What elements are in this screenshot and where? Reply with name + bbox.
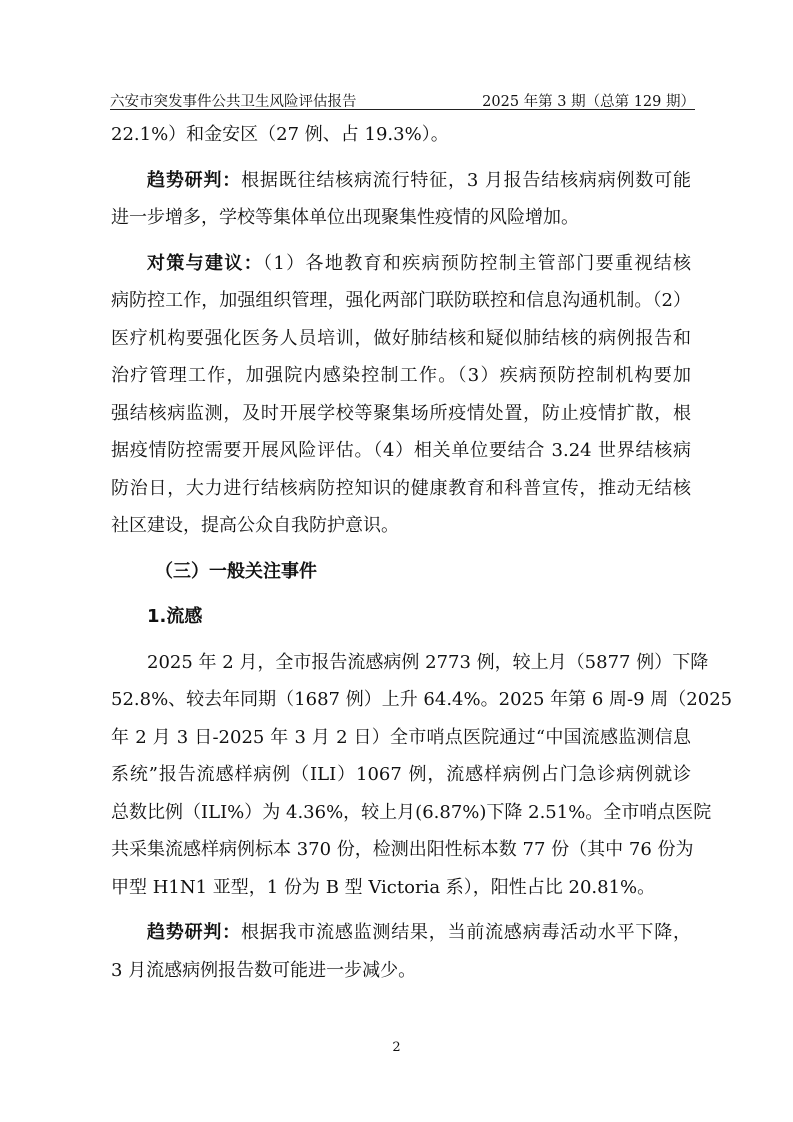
issue-number: 2025 年第 3 期（总第 129 期） (482, 94, 695, 110)
advice-line: 病防控工作，加强组织管理，强化两部门联防联控和信息沟通机制。（2） (111, 290, 691, 311)
report-title: 六安市突发事件公共卫生风险评估报告 (110, 94, 357, 110)
trend-paragraph-flu-line: 3 月流感病例报告数可能进一步减少。 (111, 959, 417, 981)
advice-line: 据疫情防控需要开展风险评估。（4）相关单位要结合 3.24 世界结核病 (111, 440, 691, 461)
advice-label: 对策与建议： (147, 252, 264, 274)
flu-line: 系统”报告流感样病例（ILI）1067 例，流感样病例占门急诊病例就诊 (111, 764, 691, 785)
page-number: 2 (392, 1040, 401, 1055)
subsection-heading: 1.流感 (147, 606, 203, 627)
page-body (111, 116, 733, 989)
trend-label: 趋势研判： (147, 922, 241, 943)
trend-paragraph-tb: 趋势研判：根据既往结核病流行特征，3 月报告结核病病例数可能 (147, 169, 692, 191)
flu-line: 甲型 H1N1 亚型，1 份为 B 型 Victoria 系），阳性占比 20.81%。 (111, 876, 656, 898)
paragraph-continued: 22.1%）和金安区（27 例、占 19.3%）。 (111, 124, 449, 145)
flu-line: 共采集流感样病例标本 370 份，检测出阳性标本数 77 份（其中 76 份为 (111, 839, 694, 860)
flu-line: 52.8%、较去年同期（1687 例）上升 64.4%。2025 年第 6 周-9 周（2025 (111, 689, 733, 710)
advice-line: 强结核病监测，及时开展学校等聚集场所疫情处置，防止疫情扩散，根 (111, 402, 691, 424)
advice-line: 防治日，大力进行结核病防控知识的健康教育和科普宣传，推动无结核 (111, 477, 691, 499)
flu-line: 总数比例（ILI%）为 4.36%，较上月(6.87%)下降 2.51%。全市哨点医院 (111, 801, 712, 823)
advice-line: 医疗机构要强化医务人员培训，做好肺结核和疑似肺结核的病例报告和 (111, 327, 691, 349)
section-heading: （三）一般关注事件 (155, 560, 317, 582)
advice-paragraph: 对策与建议：（1）各地教育和疾病预防控制主管部门要重视结核 (147, 252, 691, 274)
flu-line: 年 2 月 3 日-2025 年 3 月 2 日）全市哨点医院通过“中国流感监测信息 (111, 726, 691, 748)
trend-paragraph-flu: 趋势研判：根据我市流感监测结果，当前流感病毒活动水平下降， (147, 922, 692, 943)
page-header (110, 89, 695, 110)
flu-paragraph: 2025 年 2 月，全市报告流感病例 2773 例，较上月（5877 例）下降 (147, 651, 709, 673)
advice-line: 社区建设，提高公众自我防护意识。 (111, 515, 399, 536)
trend-label: 趋势研判： (147, 169, 242, 191)
trend-paragraph-tb-line: 进一步增多，学校等集体单位出现聚集性疫情的风险增加。 (111, 207, 579, 228)
advice-line: 治疗管理工作，加强院内感染控制工作。（3）疾病预防控制机构要加 (111, 365, 691, 386)
